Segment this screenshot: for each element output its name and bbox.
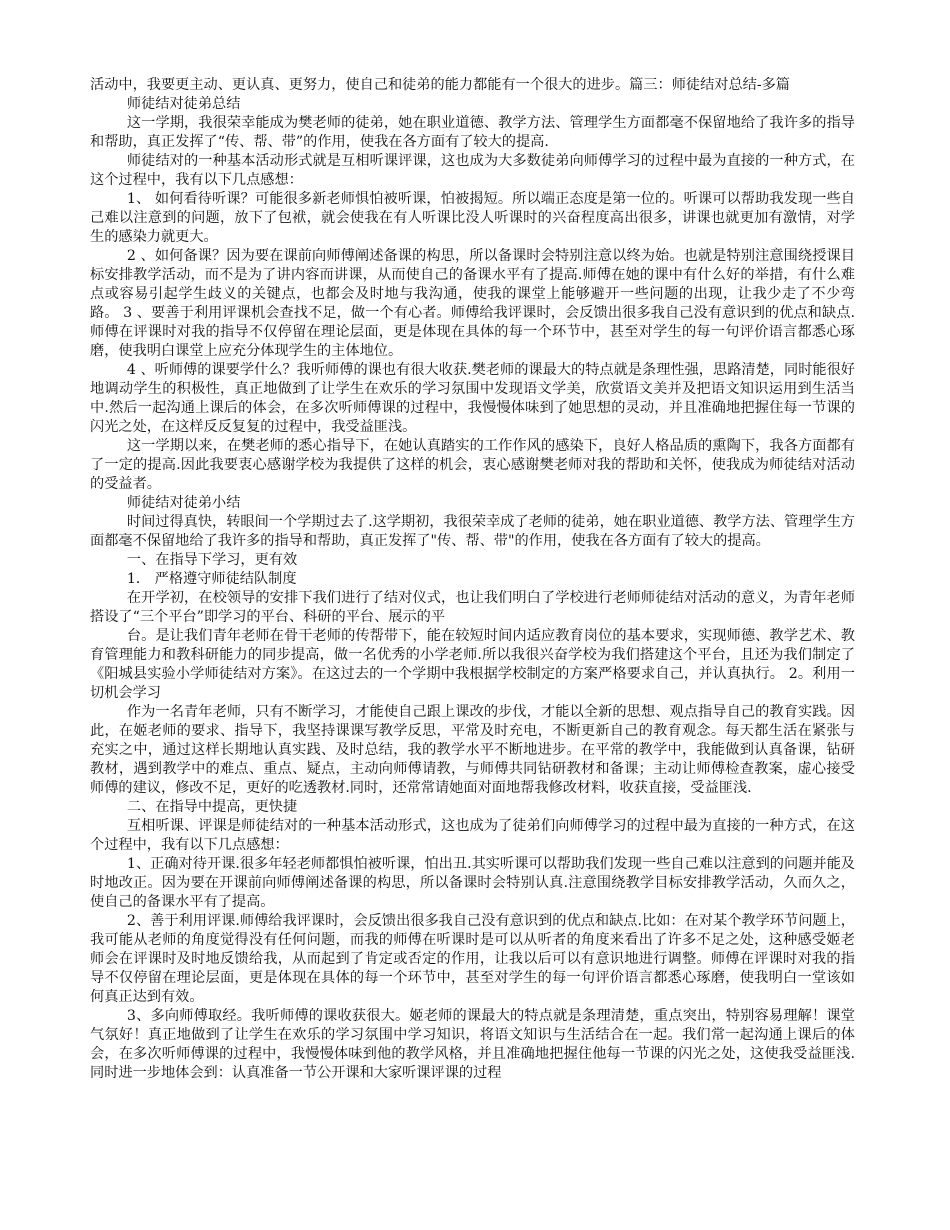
- paragraph: 2 、如何备课？因为要在课前向师傅阐述备课的构思，所以备课时会特别注意以终为始。也就是特别注意围绕授课目标安排教学活动，而不是为了讲内容而讲课，从而使自己的备课水平有了提高.师傅在她的课中有什么好的举措，有什么难点或容易引起学生歧义的关键点，也都会及时地与我沟通，使我的课堂上能够避开一些问题的出现，让我少走了不少弯路。 3 、要善于利用评课机会查找不足，做一个有心者。师傅给我评课时，会反馈出很多我自己没有意识到的优点和缺点.师傅在评课时对我的指导不仅停留在理论层面，更是体现在具体的每一个环节中，甚至对学生的每一句评价语言都悉心琢磨，使我明白课堂上应充分体现学生的主体地位。: [90, 248, 855, 359]
- section-heading: 师徒结对徒弟小结: [126, 495, 241, 511]
- paragraph: 4 、听师傅的课要学什么？我听师傅的课也有很大收获.樊老师的课最大的特点就是条理性强，思路清楚，同时能很好地调动学生的积极性，真正地做到了让学生在欢乐的学习氛围中发现语文学美，欣赏语文美并及把语文知识运用到生活当中.然后一起沟通上课后的体会，在多次听师傅课的过程中，我慢慢体味到了她思想的灵动，并且准确地把握住每一节课的闪光之处，在这样反反复复的过程中，我受益匪浅。: [90, 362, 855, 435]
- paragraph: 3、多向师傅取经。我听师傅的课收获很大。姬老师的课最大的特点就是条理清楚，重点突出，特别容易理解！课堂气氛好！真正地做到了让学生在欢乐的学习氛围中学习知识，将语文知识与生活结合在一起。我们常一起沟通上课后的体会，在多次听师傅课的过程中，我慢慢体味到他的教学风格，并且准确地把握住他每一节课的闪光之处，这使我受益匪浅.同时进一步地体会到：认真准备一节公开课和大家听课评课的过程: [90, 1008, 855, 1081]
- paragraph: 在开学初，在校领导的安排下我们进行了结对仪式，也让我们明白了学校进行老师师徒结对活动的意义，为青年老师搭设了“三个平台”即学习的平台、科研的平台、展示的平: [90, 590, 855, 625]
- paragraph: 互相听课、评课是师徒结对的一种基本活动形式，这也成为了徒弟们向师傅学习的过程中最为直接的一种方式，在这个过程中，我有以下几点感想：: [90, 818, 855, 853]
- paragraph: 1、 如何看待听课？可能很多新老师惧怕被听课，怕被揭短。所以端正态度是第一位的。听课可以帮助我发现一些自己难以注意到的问题，放下了包袱，就会使我在有人听课比没人听课时的兴奋程度高出很多，讲课也就更加有激情，对学生的感染力就更大。: [90, 191, 855, 245]
- paragraph: 作为一名青年老师，只有不断学习，才能使自己跟上课改的步伐，才能以全新的思想、观点指导自己的教育实践。因此，在姬老师的要求、指导下，我坚持课课写教学反思，平常及时充电，不断更新自己的教育观念。每天都生活在紧张与充实之中，通过这样长期地认真实践、及时总结，我的教学水平不断地进步。在平常的教学中，我能做到认真备课，钻研教材，遇到教学中的难点、重点、疑点，主动向师傅请教，与师傅共同钻研教材和备课；主动让师傅检查教案，虚心接受师傅的建议，修改不足，更好的吃透教材.同时，还常常请她面对面地帮我修改材料，收获直接，受益匪浅.: [90, 704, 855, 796]
- paragraph: 台。是让我们青年老师在骨干老师的传帮带下，能在较短时间内适应教育岗位的基本要求，实现师德、教学艺术、教育管理能力和教科研能力的同步提高，做一名优秀的小学老师.所以我很兴奋学校为我们搭建这个平台，且还为我们制定了《阳城县实验小学师徒结对方案》。在这过去的一个学期中我根据学校制定的方案严格要求自己，并认真执行。 2。利用一切机会学习: [90, 628, 855, 701]
- paragraph: 师徒结对的一种基本活动形式就是互相听课评课，这也成为大多数徒弟向师傅学习的过程中最为直接的一种方式，在这个过程中，我有以下几点感想：: [90, 153, 855, 188]
- paragraph: 1、正确对待开课.很多年轻老师都惧怕被听课，怕出丑.其实听课可以帮助我们发现一些自己难以注意到的问题并能及时地改正。因为要在开课前向师傅阐述备课的构思，所以备课时会特别认真.注意围绕教学目标安排教学活动，久而久之，使自己的备课水平有了提高。: [90, 856, 855, 910]
- paragraph: 时间过得真快，转眼间一个学期过去了.这学期初，我很荣幸成了老师的徒弟，她在职业道德、教学方法、管理学生方面都毫不保留地给了我许多的指导和帮助，真正发挥了"传、帮、带"的作用，使我在各方面有了较大的提高。: [90, 514, 855, 549]
- section-heading: 二、在指导中提高，更快捷: [126, 799, 298, 815]
- section-heading: 师徒结对徒弟总结: [126, 96, 241, 112]
- paragraph: 活动中，我要更主动、更认真、更努力，使自己和徒弟的能力都能有一个很大的进步。篇三：师徒结对总结-多篇: [90, 77, 790, 93]
- paragraph: 这一学期，我很荣幸能成为樊老师的徒弟，她在职业道德、教学方法、管理学生方面都毫不保留地给了我许多的指导和帮助，真正发挥了“传、帮、带”的作用，使我在各方面有了较大的提高.: [90, 115, 855, 150]
- paragraph: 2、善于利用评课.师傅给我评课时，会反馈出很多我自己没有意识到的优点和缺点.比如：在对某个教学环节问题上，我可能从老师的角度觉得没有任何问题，而我的师傅在听课时是可以从听者的角度来看出了许多不足之处，这种感受姬老师会在评课时及时地反馈给我，从而起到了肯定或否定的作用，让我以后可以有意识地进行调整。师傅在评课时对我的指导不仅停留在理论层面，更是体现在具体的每一个环节中，甚至对学生的每一句评价语言都悉心琢磨，使我明白一堂该如何真正达到有效。: [90, 913, 855, 1005]
- subsection-heading: 1． 严格遵守师徒结队制度: [126, 571, 297, 587]
- section-heading: 一、在指导下学习，更有效: [126, 552, 298, 568]
- paragraph: 这一学期以来，在樊老师的悉心指导下，在她认真踏实的工作作风的感染下，良好人格品质的熏陶下，我各方面都有了一定的提高.因此我要衷心感谢学校为我提供了这样的机会，衷心感谢樊老师对我的帮助和关怀，使我成为师徒结对活动的受益者。: [90, 438, 855, 492]
